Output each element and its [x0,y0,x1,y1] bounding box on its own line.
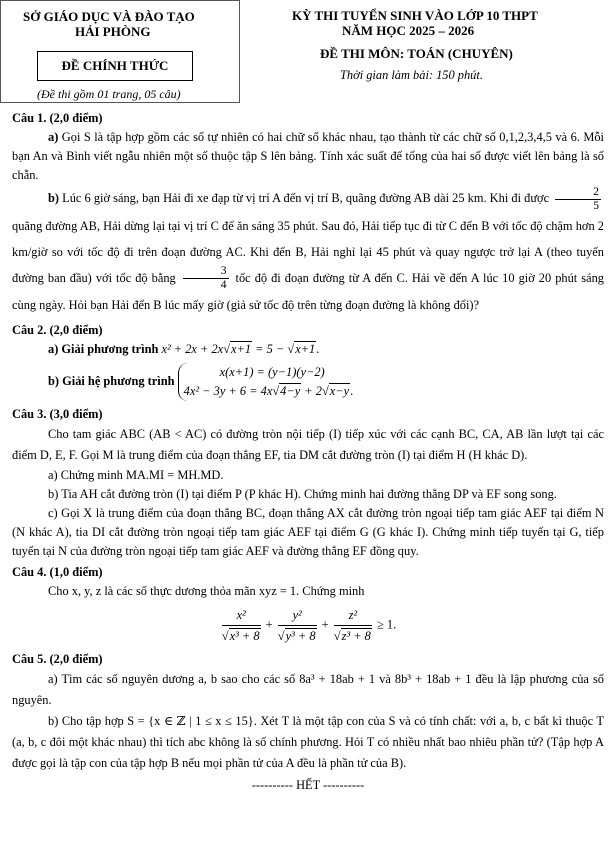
question-5b: b) Cho tập hợp S = {x ∈ ℤ | 1 ≤ x ≤ 15}. Xét T là một tập con của S và có tính chất: với a, b, c bất kì thuộc T (a, b, c đôi một khác nhau) thì tích abc không là số chính phương. Hỏi T có nhiều nhất bao nhiêu phần tử? (Tập hợp A được gọi là tập con của tập hợp B nếu mọi phần tử của A đều là phần tử của B). [12,714,604,771]
time-limit: Thời gian làm bài: 150 phút. [340,68,483,82]
official-stamp: ĐỀ CHÍNH THỨC [37,51,193,81]
exam-body [12,107,604,795]
end-marker: ---------- HẾT ---------- [251,778,365,793]
dept-line1: SỞ GIÁO DỤC VÀ ĐÀO TẠO [23,9,195,24]
subject-title: ĐỀ THI MÔN: TOÁN (CHUYÊN) [320,46,513,61]
question-2a: a) Giải phương trình x² + 2x + 2x√x+1 = 5 − √x+1. [48,342,320,357]
pages-note: (Đề thi gồm 01 trang, 05 câu) [37,87,181,101]
question-3c: c) Gọi X là trung điểm của đoạn thẳng BC, đoạn thẳng AX cắt đường tròn ngoại tiếp tam giác AEF tại điểm N (N khác A), tia DI cắt đường tròn ngoại tiếp tam giác AEF tại điểm G (G khác I). Chứng minh tiếp tuyến tại G, tiếp tuyến tại N của đường tròn ngoại tiếp tam giác AEF và đường thẳng EF đồng quy. [12,506,604,559]
question-1b: b) Lúc 6 giờ sáng, bạn Hải đi xe đạp từ vị trí A đến vị trí B, quãng đường AB dài 25 km. Khi đi được $\frac{2}{5}$ quãng đường AB, Hải dừng lại tại vị trí C để ăn sáng 35 phút. Sau đó, Hải tiếp tục đi từ C đến B với tốc độ chậm hơn 2 km/giờ so với tốc độ đi trên đoạn đường AC. Khi đến B, Hải nghỉ lại 45 phút và quay ngược trở lại A (theo tuyến đường ban đầu) với tốc độ bằng $\frac{3}{4}$ tốc độ đi đoạn đường từ A đến C. Hải về đến A lúc 10 giờ 20 phút sáng cùng ngày. Hỏi bạn Hải đến B lúc mấy giờ (giả sử tốc độ trên từng đoạn đường là không đổi)? [12,185,604,313]
exam-line2: NĂM HỌC 2025 – 2026 [342,23,475,38]
question-1a: a) Gọi S là tập hợp gồm các số tự nhiên có hai chữ số khác nhau, tạo thành từ các chữ số 0,1,2,3,4,5 và 6. Mỗi bạn An và Bình viết ngẫu nhiên một số thuộc tập S lên bảng. Tính xác suất để tổng của hai số được viết lên bảng là số chẵn. [12,130,604,182]
question-5-title: Câu 5. (2,0 điểm) [12,652,103,667]
equation-system: x(x+1) = (y−1)(y−2) 4x² − 3y + 6 = 4x√4−y + 2√x−y. [178,363,354,401]
question-3-intro: Cho tam giác ABC (AB < AC) có đường tròn nội tiếp (I) tiếp xúc với các cạnh BC, CA, AB lần lượt tại các điểm D, E, F. Gọi M là trung điểm của đoạn thẳng EF, tia DM cắt đường tròn (I) tại điểm H (H khác D). [12,427,604,463]
question-5a: a) Tìm các số nguyên dương a, b sao cho các số 8a³ + 18ab + 1 và 8b³ + 18ab + 1 đều là lập phương của số nguyên. [12,672,604,708]
question-3-title: Câu 3. (3,0 điểm) [12,407,103,422]
fraction-three-quarters: $\frac{3}{4}$ [183,265,229,292]
fraction-two-fifths: $\frac{2}{5}$ [555,186,601,213]
question-2-title: Câu 2. (2,0 điểm) [12,323,103,338]
question-1-title: Câu 1. (2,0 điểm) [12,111,103,125]
question-4-title: Câu 4. (1,0 điểm) [12,565,103,580]
question-3a: a) Chứng minh MA.MI = MH.MD. [48,468,224,483]
question-2b: b) Giải hệ phương trình x(x+1) = (y−1)(y−2) 4x² − 3y + 6 = 4x√4−y + 2√x−y. [12,363,604,401]
header-left-box [0,0,240,103]
question-4-text: Cho x, y, z là các số thực dương thỏa mãn xyz = 1. Chứng minh [48,584,365,599]
exam-line1: KỲ THI TUYỂN SINH VÀO LỚP 10 THPT [292,8,538,23]
header-right-box [240,0,612,103]
dept-line2: HẢI PHÒNG [75,24,151,39]
question-4-inequality: $\frac{\text{x²}}{\text{√x³ + 8}}$ + $\frac{\text{y²}}{\text{√y³ + 8}}$ + $\frac{\text{z²}}{\text{√z³ + 8}}$ ≥ 1. [12,605,604,646]
question-3b: b) Tia AH cắt đường tròn (I) tại điểm P (P khác H). Chứng minh hai đường thẳng DP và EF song song. [48,487,557,502]
